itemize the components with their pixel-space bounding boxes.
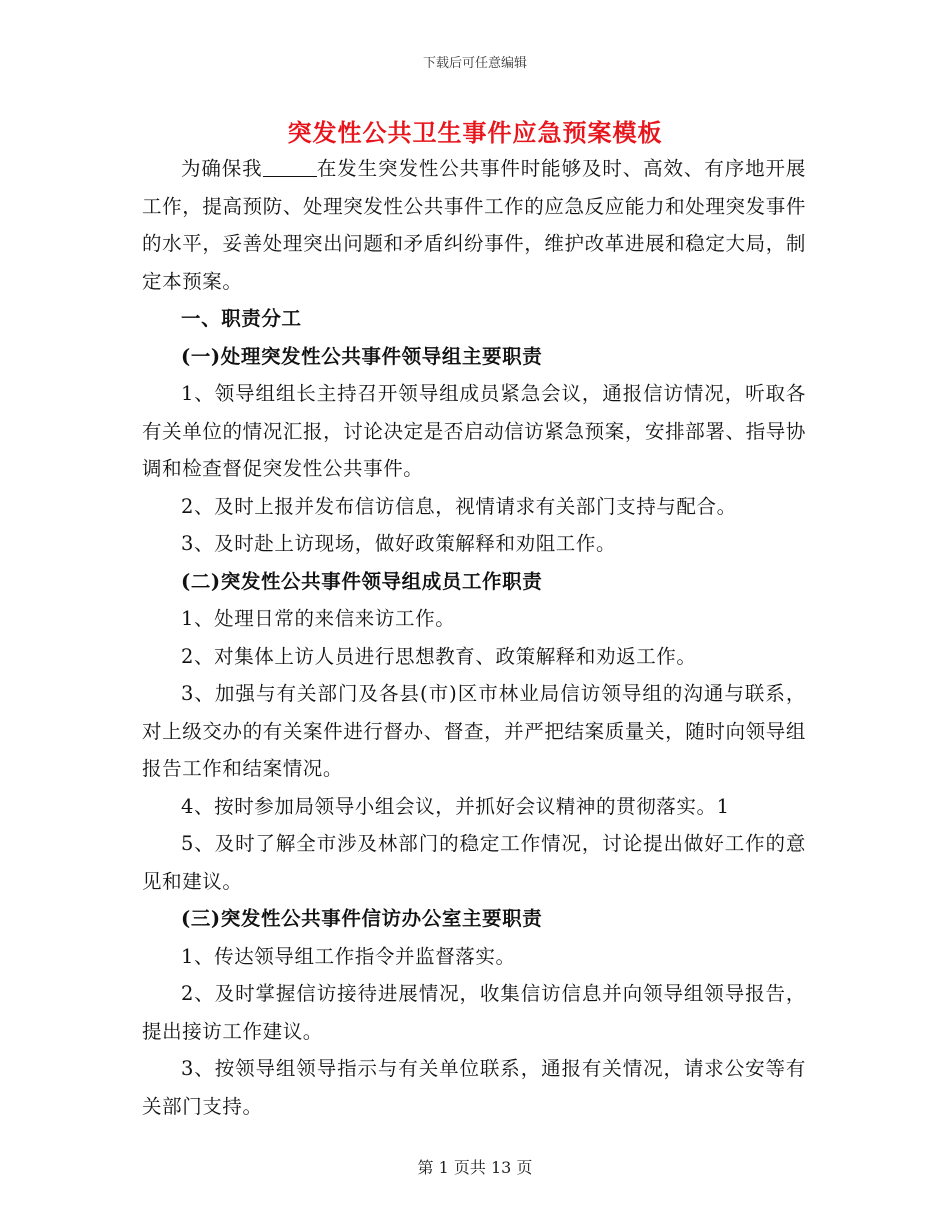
list-item: 3、按领导组领导指示与有关单位联系，通报有关情况，请求公安等有关部门支持。 (142, 1057, 806, 1118)
intro-text-rest: 在发生突发性公共事件时能够及时、高效、有序地开展工作，提高预防、处理突发性公共事件工作的应急反应能力和处理突发事件的水平，妥善处理突出问题和矛盾纠纷事件，维护改革进展和稳定大局，制定本预案。 (142, 157, 806, 293)
section-heading-duties: 一、职责分工 (181, 307, 302, 330)
page-number-footer: 第 1 页共 13 页 (417, 1158, 533, 1177)
page-header: 下载后可任意编辑 (422, 56, 527, 71)
subsection-heading-3: (三)突发性公共事件信访办公室主要职责 (181, 907, 543, 930)
list-item: 1、领导组组长主持召开领导组成员紧急会议，通报信访情况，听取各有关单位的情况汇报，讨论决定是否启动信访紧急预案，安排部署、指导协调和检查督促突发性公共事件。 (142, 382, 806, 480)
list-item: 3、加强与有关部门及各县(市)区市林业局信访领导组的沟通与联系，对上级交办的有关案件进行督办、督查，并严把结案质量关，随时向领导组报告工作和结案情况。 (142, 682, 806, 780)
subsection-heading-2: (二)突发性公共事件领导组成员工作职责 (181, 569, 543, 593)
list-item: 2、对集体上访人员进行思想教育、政策解释和劝返工作。 (181, 644, 697, 668)
list-item: 2、及时掌握信访接待进展情况，收集信访信息并向领导组领导报告，提出接访工作建议。 (142, 982, 806, 1043)
document-body (142, 150, 806, 1125)
subsection-heading-1: (一)处理突发性公共事件领导组主要职责 (181, 344, 543, 368)
fill-in-blank (263, 156, 317, 177)
list-item: 3、及时赴上访现场，做好政策解释和劝阻工作。 (181, 532, 617, 555)
list-item: 4、按时参加局领导小组会议，并抓好会议精神的贯彻落实。1 (181, 794, 730, 818)
list-item: 1、处理日常的来信来访工作。 (181, 607, 456, 630)
document-title: 突发性公共卫生事件应急预案模板 (287, 118, 663, 147)
intro-text-start: 为确保我 (181, 157, 263, 180)
list-item: 1、传达领导组工作指令并监督落实。 (181, 944, 516, 968)
intro-paragraph (142, 150, 806, 300)
list-item: 2、及时上报并发布信访信息，视情请求有关部门支持与配合。 (181, 494, 737, 518)
list-item: 5、及时了解全市涉及林部门的稳定工作情况，讨论提出做好工作的意见和建议。 (142, 832, 806, 893)
